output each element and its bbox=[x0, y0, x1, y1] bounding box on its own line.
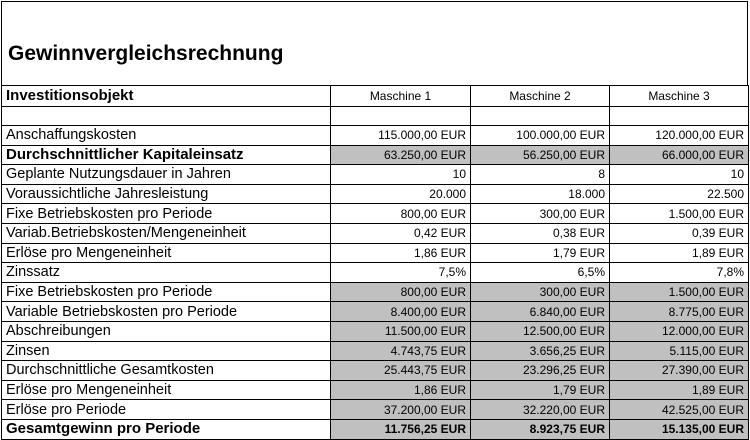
row-label[interactable]: Erlöse pro Mengeneinheit bbox=[2, 380, 331, 400]
value-cell-machine-2[interactable]: 6.840,00 EUR bbox=[471, 302, 610, 322]
value-cell-machine-2[interactable]: 1,79 EUR bbox=[471, 380, 610, 400]
table-row bbox=[2, 282, 749, 302]
blank-cell[interactable] bbox=[471, 107, 610, 126]
table-row bbox=[2, 243, 749, 263]
value-cell-machine-2[interactable]: 32.220,00 EUR bbox=[471, 400, 610, 420]
value-cell-machine-3[interactable]: 10 bbox=[610, 165, 749, 185]
value-cell-machine-3[interactable]: 22.500 bbox=[610, 184, 749, 204]
table-row bbox=[2, 223, 749, 243]
header-machine-2[interactable]: Maschine 2 bbox=[471, 86, 610, 107]
value-cell-machine-3[interactable]: 66.000,00 EUR bbox=[610, 145, 749, 165]
header-machine-3[interactable]: Maschine 3 bbox=[610, 86, 749, 107]
value-cell-machine-1[interactable]: 7,5% bbox=[331, 263, 471, 283]
comparison-table bbox=[1, 85, 749, 440]
value-cell-machine-1[interactable]: 11.500,00 EUR bbox=[331, 321, 471, 341]
page-title: Gewinnvergleichsrechnung bbox=[8, 42, 284, 65]
value-cell-machine-1[interactable]: 1,86 EUR bbox=[331, 380, 471, 400]
header-row bbox=[2, 86, 749, 107]
blank-row bbox=[2, 107, 749, 126]
row-label[interactable]: Fixe Betriebskosten pro Periode bbox=[2, 282, 331, 302]
value-cell-machine-2[interactable]: 100.000,00 EUR bbox=[471, 126, 610, 146]
blank-cell[interactable] bbox=[2, 107, 331, 126]
value-cell-machine-3[interactable]: 7,8% bbox=[610, 263, 749, 283]
header-label[interactable]: Investitionsobjekt bbox=[2, 86, 331, 107]
value-cell-machine-3[interactable]: 15.135,00 EUR bbox=[610, 419, 749, 439]
value-cell-machine-2[interactable]: 8 bbox=[471, 165, 610, 185]
value-cell-machine-3[interactable]: 1,89 EUR bbox=[610, 380, 749, 400]
value-cell-machine-1[interactable]: 115.000,00 EUR bbox=[331, 126, 471, 146]
value-cell-machine-1[interactable]: 10 bbox=[331, 165, 471, 185]
value-cell-machine-1[interactable]: 800,00 EUR bbox=[331, 204, 471, 224]
row-label[interactable]: Fixe Betriebskosten pro Periode bbox=[2, 204, 331, 224]
row-label[interactable]: Variable Betriebskosten pro Periode bbox=[2, 302, 331, 322]
value-cell-machine-3[interactable]: 1,89 EUR bbox=[610, 243, 749, 263]
value-cell-machine-1[interactable]: 4.743,75 EUR bbox=[331, 341, 471, 361]
row-label[interactable]: Erlöse pro Periode bbox=[2, 400, 331, 420]
row-label[interactable]: Abschreibungen bbox=[2, 321, 331, 341]
row-label[interactable]: Durchschnittliche Gesamtkosten bbox=[2, 361, 331, 381]
value-cell-machine-1[interactable]: 0,42 EUR bbox=[331, 223, 471, 243]
value-cell-machine-2[interactable]: 0,38 EUR bbox=[471, 223, 610, 243]
table-row bbox=[2, 321, 749, 341]
value-cell-machine-3[interactable]: 27.390,00 EUR bbox=[610, 361, 749, 381]
table-row bbox=[2, 302, 749, 322]
table-row bbox=[2, 380, 749, 400]
value-cell-machine-1[interactable]: 25.443,75 EUR bbox=[331, 361, 471, 381]
value-cell-machine-3[interactable]: 1.500,00 EUR bbox=[610, 204, 749, 224]
value-cell-machine-2[interactable]: 3.656,25 EUR bbox=[471, 341, 610, 361]
value-cell-machine-3[interactable]: 42.525,00 EUR bbox=[610, 400, 749, 420]
row-label[interactable]: Zinssatz bbox=[2, 263, 331, 283]
value-cell-machine-2[interactable]: 23.296,25 EUR bbox=[471, 361, 610, 381]
value-cell-machine-1[interactable]: 8.400,00 EUR bbox=[331, 302, 471, 322]
value-cell-machine-3[interactable]: 120.000,00 EUR bbox=[610, 126, 749, 146]
row-label[interactable]: Zinsen bbox=[2, 341, 331, 361]
value-cell-machine-3[interactable]: 1.500,00 EUR bbox=[610, 282, 749, 302]
value-cell-machine-3[interactable]: 5.115,00 EUR bbox=[610, 341, 749, 361]
value-cell-machine-1[interactable]: 37.200,00 EUR bbox=[331, 400, 471, 420]
row-label[interactable]: Erlöse pro Mengeneinheit bbox=[2, 243, 331, 263]
title-area bbox=[1, 1, 748, 85]
table-row bbox=[2, 263, 749, 283]
value-cell-machine-2[interactable]: 8.923,75 EUR bbox=[471, 419, 610, 439]
value-cell-machine-1[interactable]: 800,00 EUR bbox=[331, 282, 471, 302]
table-row bbox=[2, 204, 749, 224]
value-cell-machine-2[interactable]: 56.250,00 EUR bbox=[471, 145, 610, 165]
table-row bbox=[2, 126, 749, 146]
value-cell-machine-1[interactable]: 1,86 EUR bbox=[331, 243, 471, 263]
table-row bbox=[2, 341, 749, 361]
value-cell-machine-2[interactable]: 300,00 EUR bbox=[471, 204, 610, 224]
value-cell-machine-3[interactable]: 0,39 EUR bbox=[610, 223, 749, 243]
value-cell-machine-1[interactable]: 20.000 bbox=[331, 184, 471, 204]
value-cell-machine-2[interactable]: 18.000 bbox=[471, 184, 610, 204]
value-cell-machine-1[interactable]: 63.250,00 EUR bbox=[331, 145, 471, 165]
value-cell-machine-1[interactable]: 11.756,25 EUR bbox=[331, 419, 471, 439]
row-label[interactable]: Voraussichtliche Jahresleistung bbox=[2, 184, 331, 204]
row-label[interactable]: Anschaffungskosten bbox=[2, 126, 331, 146]
row-label[interactable]: Variab.Betriebskosten/Mengeneinheit bbox=[2, 223, 331, 243]
value-cell-machine-2[interactable]: 6,5% bbox=[471, 263, 610, 283]
header-machine-1[interactable]: Maschine 1 bbox=[331, 86, 471, 107]
table-row bbox=[2, 165, 749, 185]
value-cell-machine-2[interactable]: 12.500,00 EUR bbox=[471, 321, 610, 341]
table-row bbox=[2, 419, 749, 439]
table-row bbox=[2, 184, 749, 204]
value-cell-machine-2[interactable]: 1,79 EUR bbox=[471, 243, 610, 263]
row-label[interactable]: Gesamtgewinn pro Periode bbox=[2, 419, 331, 439]
row-label[interactable]: Geplante Nutzungsdauer in Jahren bbox=[2, 165, 331, 185]
table-row bbox=[2, 361, 749, 381]
value-cell-machine-2[interactable]: 300,00 EUR bbox=[471, 282, 610, 302]
table-row bbox=[2, 400, 749, 420]
blank-cell[interactable] bbox=[610, 107, 749, 126]
row-label[interactable]: Durchschnittlicher Kapitaleinsatz bbox=[2, 145, 331, 165]
blank-cell[interactable] bbox=[331, 107, 471, 126]
value-cell-machine-3[interactable]: 12.000,00 EUR bbox=[610, 321, 749, 341]
value-cell-machine-3[interactable]: 8.775,00 EUR bbox=[610, 302, 749, 322]
table-row bbox=[2, 145, 749, 165]
